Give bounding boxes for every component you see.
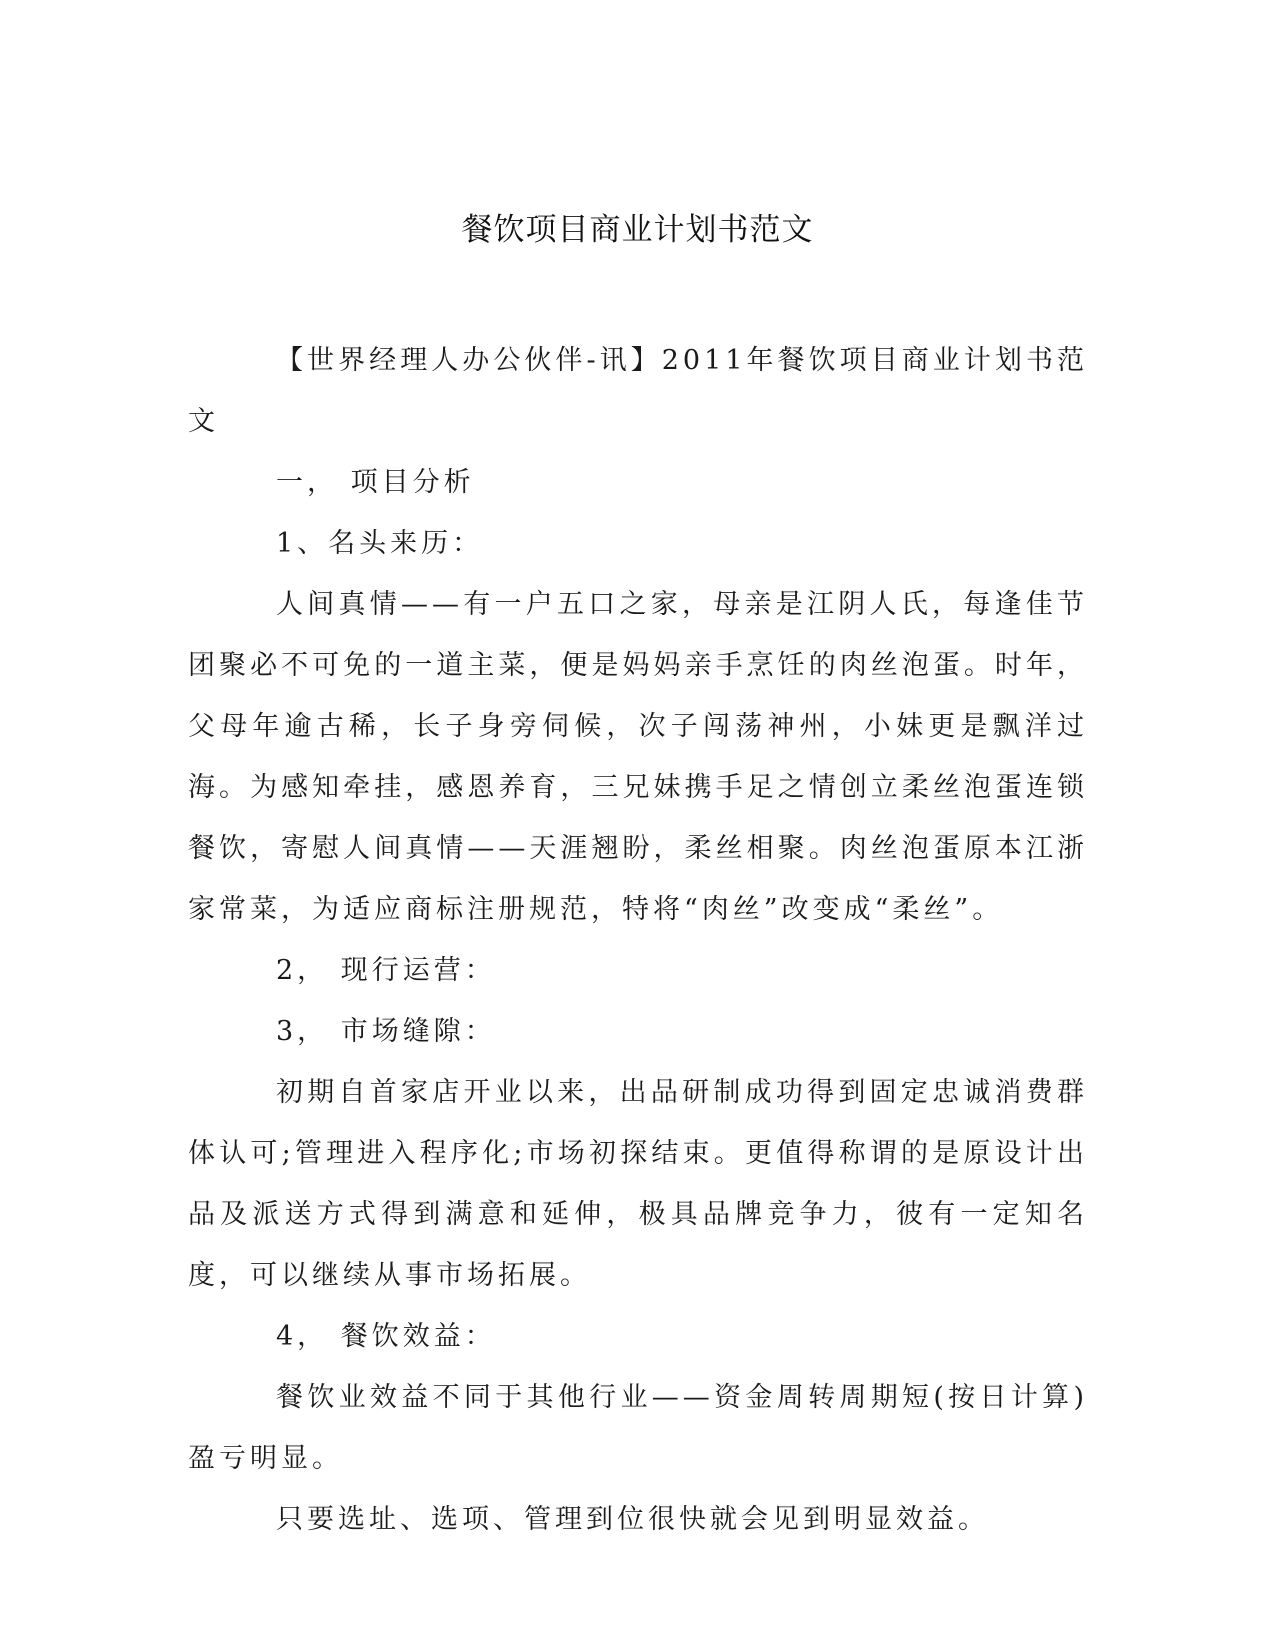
paragraph-catering-benefit: 餐饮业效益不同于其他行业——资金周转周期短(按日计算)盈亏明显。 (188, 1382, 1088, 1474)
heading-catering-benefit: 4， 餐饮效益： (276, 1321, 496, 1352)
heading-market-gap: 3， 市场缝隙： (276, 1016, 496, 1047)
paragraph-location-benefit: 只要选址、选项、管理到位很快就会见到明显效益。 (276, 1504, 989, 1535)
heading-current-operation: 2， 现行运营： (276, 955, 496, 986)
paragraph-name-origin: 人间真情——有一户五口之家，母亲是江阴人氏，每逢佳节团聚必不可免的一道主菜，便是妈妈亲手烹饪的肉丝泡蛋。时年，父母年逾古稀，长子身旁伺候，次子闯荡神州，小妹更是飘洋过海。为感知牵挂，感恩养育，三兄妹携手足之情创立柔丝泡蛋连锁餐饮，寄慰人间真情——天涯翘盼，柔丝相聚。肉丝泡蛋原本江浙家常菜，为适应商标注册规范，特将“肉丝”改变成“柔丝”。 (188, 589, 1088, 925)
heading-project-analysis: 一， 项目分析 (276, 467, 475, 498)
paragraph-market-gap: 初期自首家店开业以来，出品研制成功得到固定忠诚消费群体认可;管理进入程序化;市场初探结束。更值得称谓的是原设计出品及派送方式得到满意和延伸，极具品牌竞争力，彼有一定知名度，可以继续从事市场拓展。 (188, 1077, 1088, 1291)
document-title: 餐饮项目商业计划书范文 (461, 212, 814, 248)
document-body (188, 330, 1088, 1550)
paragraph-intro: 【世界经理人办公伙伴-讯】2011年餐饮项目商业计划书范文 (188, 345, 1088, 437)
heading-name-origin: 1、名头来历： (276, 528, 484, 559)
